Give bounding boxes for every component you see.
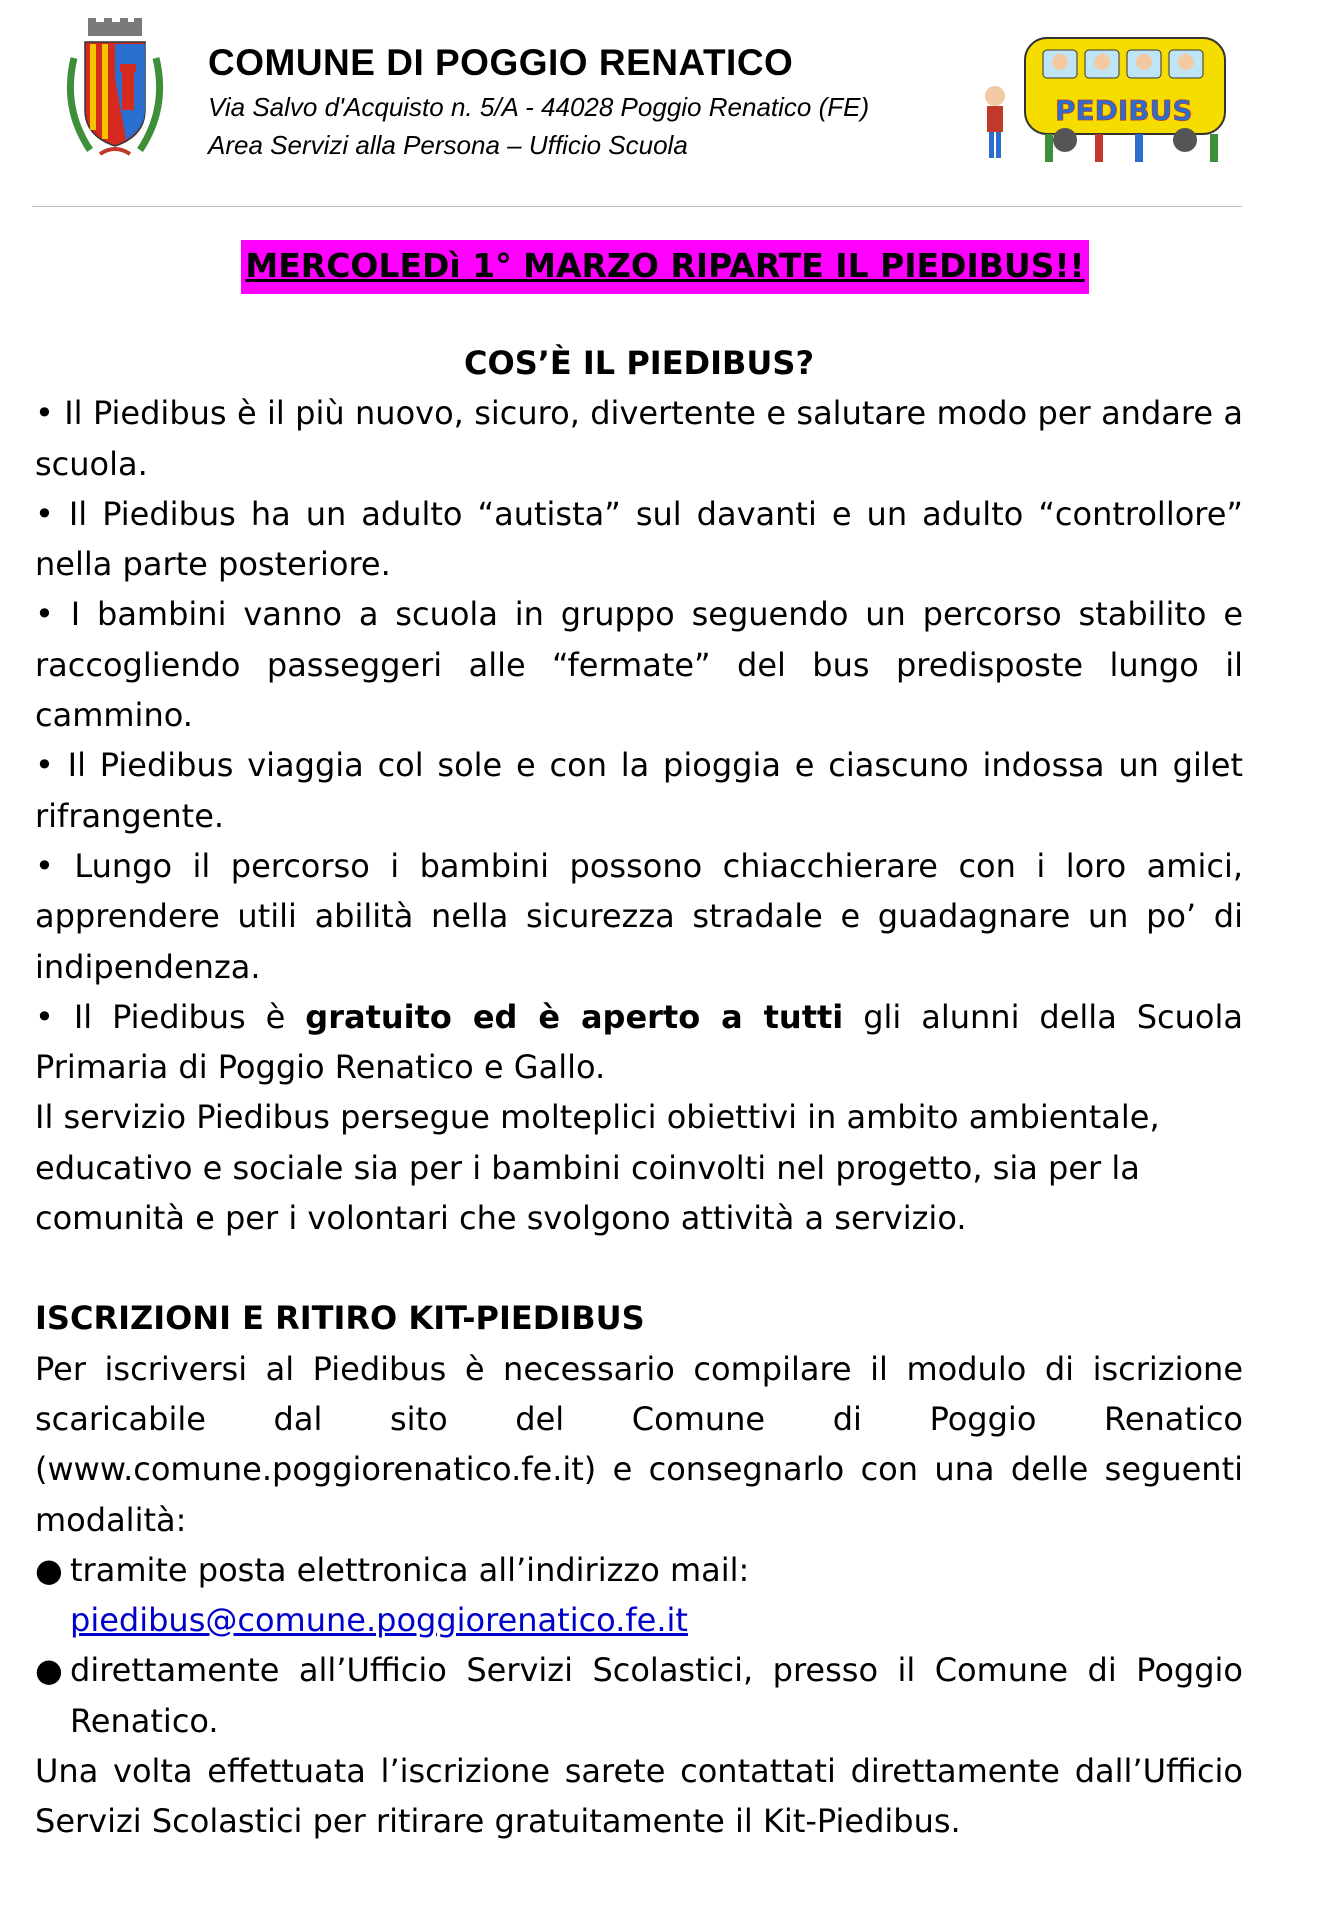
municipal-crest-icon [60, 18, 170, 168]
bullet-dot-icon: ● [35, 1550, 63, 1589]
bullet-paragraph: • Lungo il percorso i bambini possono chiacchierare con i loro amici, apprendere utili abilità nella sicurezza stradale e guadagnare un po’ di indipendenza. [35, 846, 1243, 986]
document-body [35, 338, 1243, 1847]
list-item-office [35, 1645, 1243, 1746]
bullet-paragraph: • I bambini vanno a scuola in gruppo seguendo un percorso stabilito e raccogliendo passeggeri alle “fermate” del bus predisposte lungo il cammino. [35, 595, 1243, 735]
organization-address: Via Salvo d'Acquisto n. 5/A - 44028 Poggio Renatico (FE) [208, 92, 870, 122]
letterhead [0, 0, 1330, 210]
section-title-what-is: COS’È IL PIEDIBUS? [464, 344, 814, 382]
bullet-paragraph: • Il Piedibus viaggia col sole e con la pioggia e ciascuno indossa un gilet rifrangente. [35, 746, 1243, 835]
section-title-enrollment: ISCRIZIONI E RITIRO KIT-PIEDIBUS [35, 1299, 645, 1338]
letterhead-text [208, 38, 869, 164]
list-item-email [35, 1545, 1243, 1646]
announcement-banner [0, 240, 1330, 294]
enrollment-intro-line: Per iscriversi al Piedibus è necessario compilare il modulo di iscrizione [35, 1349, 1243, 1388]
closing-paragraph: Una volta effettuata l’iscrizione sarete contattati direttamente dall’Ufficio Servizi Scolastici per ritirare gratuitamente il Kit-Piedibus. [35, 1752, 1243, 1841]
bullet-dot-icon: ● [35, 1651, 63, 1690]
announcement-text: MERCOLEDì 1° MARZO RIPARTE IL PIEDIBUS!! [241, 240, 1088, 294]
email-link[interactable]: piedibus@comune.poggiorenatico.fe.it [70, 1601, 688, 1640]
enrollment-intro-line: scaricabile dal sito del Comune di Poggio Renatico [35, 1399, 1243, 1438]
option-office-text: direttamente all’Ufficio Servizi Scolastici, presso il Comune di Poggio Renatico. [70, 1651, 1243, 1740]
bus-logo-text: PEDIBUS [1055, 94, 1193, 127]
section-spacer [35, 1243, 1243, 1293]
organization-department: Area Servizi alla Persona – Ufficio Scuola [208, 130, 688, 160]
bullet-paragraph: • Il Piedibus è il più nuovo, sicuro, divertente e salutare modo per andare a scuola. [35, 394, 1243, 483]
header-divider [32, 206, 1242, 207]
option-email-text: tramite posta elettronica all’indirizzo mail: [70, 1550, 750, 1589]
bullet-paragraph-free [35, 992, 1243, 1093]
organization-name: COMUNE DI POGGIO RENATICO [208, 42, 794, 83]
free-bullet-lead: • Il Piedibus è [35, 997, 306, 1036]
enrollment-intro-rest: (www.comune.poggiorenatico.fe.it) e consegnarlo con una delle seguenti modalità: [35, 1450, 1243, 1539]
free-bullet-tail: gli alunni della Scuola Primaria di Poggio Renatico e Gallo. [35, 997, 1244, 1087]
free-bullet-emphasis: gratuito ed è aperto a tutti [305, 997, 844, 1036]
piedibus-logo-icon [985, 28, 1235, 166]
bullet-paragraph: • Il Piedibus ha un adulto “autista” sul davanti e un adulto “controllore” nella parte posteriore. [35, 494, 1243, 584]
objectives-paragraph: Il servizio Piedibus persegue molteplici obiettivi in ambito ambientale, educativo e sociale sia per i bambini coinvolti nel progetto, sia per la comunità e per i volontari che svolgono attività a servizio. [35, 1098, 1160, 1238]
